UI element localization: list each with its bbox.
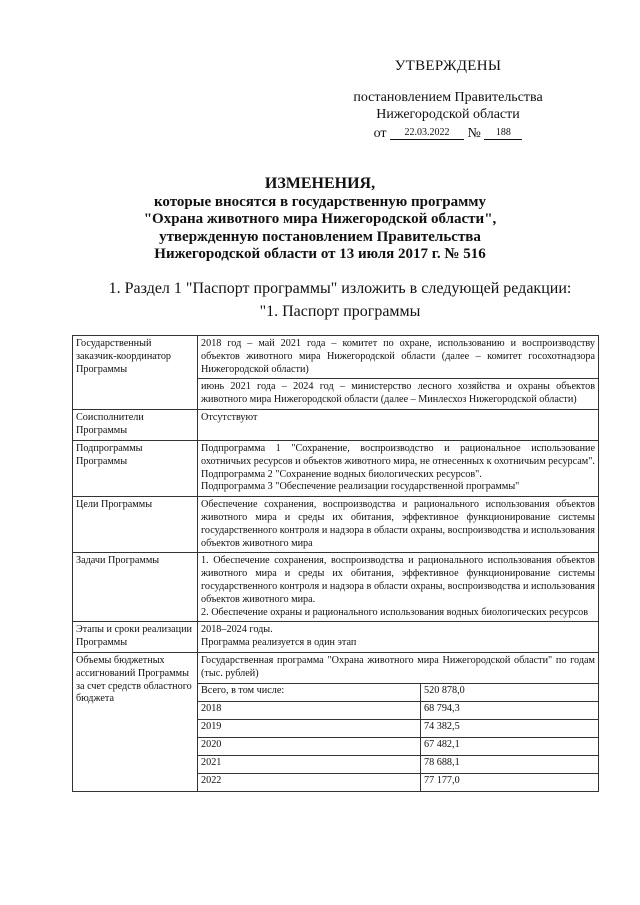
from-label: от xyxy=(373,126,387,141)
stages-value-2: Программа реализуется в один этап xyxy=(201,637,357,649)
title-line-5: Нижегородской области от 13 июля 2017 г. № 516 xyxy=(154,246,486,262)
funding-row xyxy=(198,683,598,701)
funding-row-value: 520 878,0 xyxy=(421,683,599,701)
funding-value xyxy=(198,652,599,791)
customer-value-1: 2018 год – май 2021 года – комитет по охране, использованию и воспроизводству объектов животного мира Нижегородской области (далее – комитет госохотнадзора Нижегородской области) xyxy=(198,336,599,379)
tasks-label: Задачи Программы xyxy=(73,553,198,622)
funding-row xyxy=(198,755,598,773)
customer-value-2: июнь 2021 года – 2024 год – министерство лесного хозяйства и охраны объектов животного мира Нижегородской области (далее – Минлесхоз Нижегородской области) xyxy=(198,379,599,410)
title-line-4: утвержденную постановлением Правительства xyxy=(159,228,481,245)
funding-row xyxy=(198,719,598,737)
title-line-2: которые вносятся в государственную программу xyxy=(153,193,487,210)
stages-value xyxy=(198,622,599,653)
funding-row-value: 68 794,3 xyxy=(421,701,599,719)
funding-row-label: Всего, в том числе: xyxy=(198,683,421,701)
funding-row-label: 2021 xyxy=(198,755,421,773)
funding-head: Государственная программа "Охрана животного мира Нижегородской области" по годам (тыс. рублей) xyxy=(201,654,595,679)
number-label: № xyxy=(467,126,481,141)
passport-table xyxy=(72,335,599,792)
funding-row-value: 77 177,0 xyxy=(421,773,599,791)
approval-date: 22.03.2022 xyxy=(390,127,464,140)
approval-block xyxy=(330,58,566,144)
goals-value: Обеспечение сохранения, воспроизводства и рационального использования объектов животного мира и среды их обитания, эффективное функционирование системы государственного контроля и надзора в области охраны, воспроизводства и использования объектов животного мира xyxy=(198,497,599,553)
funding-row xyxy=(198,773,598,791)
subprograms-value xyxy=(198,440,599,496)
funding-row xyxy=(198,737,598,755)
approval-line-1: постановлением Правительства xyxy=(353,90,543,105)
approval-number: 188 xyxy=(484,127,522,140)
funding-row-value: 67 482,1 xyxy=(421,737,599,755)
title-line-3: "Охрана животного мира Нижегородской области", xyxy=(143,211,497,227)
funding-row-label: 2020 xyxy=(198,737,421,755)
approval-line-2: Нижегородской области xyxy=(376,107,520,122)
funding-table xyxy=(198,683,598,791)
tasks-value xyxy=(198,553,599,622)
coexec-value: Отсутствуют xyxy=(198,409,599,440)
approval-date-line xyxy=(330,124,566,144)
funding-label: Объемы бюджетных ассигнований Программы за счет средств областного бюджета xyxy=(73,652,198,791)
task-2: 2. Обеспечение охраны и рационального использования водных биологических ресурсов xyxy=(201,606,589,618)
funding-row-value: 78 688,1 xyxy=(421,755,599,773)
funding-row-label: 2022 xyxy=(198,773,421,791)
paragraph-2: "1. Паспорт программы xyxy=(259,303,421,320)
customer-label: Государственный заказчик-координатор Программы xyxy=(73,336,198,410)
approval-heading: УТВЕРЖДЕНЫ xyxy=(394,58,502,74)
funding-row-label: 2019 xyxy=(198,719,421,737)
subprogram-1: Подпрограмма 1 "Сохранение, воспроизводство и рациональное использование охотничьих ресурсов и объектов животного мира, не отнесенных к охотничьим ресурсам". xyxy=(201,442,595,467)
stages-label: Этапы и сроки реализации Программы xyxy=(73,622,198,653)
task-1: 1. Обеспечение сохранения, воспроизводства и рационального использования объектов животного мира и среды их обитания, эффективное функционирование системы государственного контроля и надзора в области охраны, воспроизводства и использования объектов животного мира. xyxy=(201,555,595,605)
coexec-label: Соисполнители Программы xyxy=(73,409,198,440)
subprograms-label: Подпрограммы Программы xyxy=(73,440,198,496)
subprogram-2: Подпрограмма 2 "Сохранение водных биологических ресурсов". xyxy=(201,468,482,480)
funding-row-label: 2018 xyxy=(198,701,421,719)
paragraph-1: 1. Раздел 1 "Паспорт программы" изложить в следующей редакции: xyxy=(108,280,572,297)
funding-row xyxy=(198,701,598,719)
goals-label: Цели Программы xyxy=(73,497,198,553)
funding-row-value: 74 382,5 xyxy=(421,719,599,737)
subprogram-3: Подпрограмма 3 "Обеспечение реализации государственной программы" xyxy=(201,481,520,493)
title-line-1: ИЗМЕНЕНИЯ, xyxy=(264,175,376,192)
document-title xyxy=(60,175,580,264)
stages-value-1: 2018–2024 годы. xyxy=(201,624,273,636)
